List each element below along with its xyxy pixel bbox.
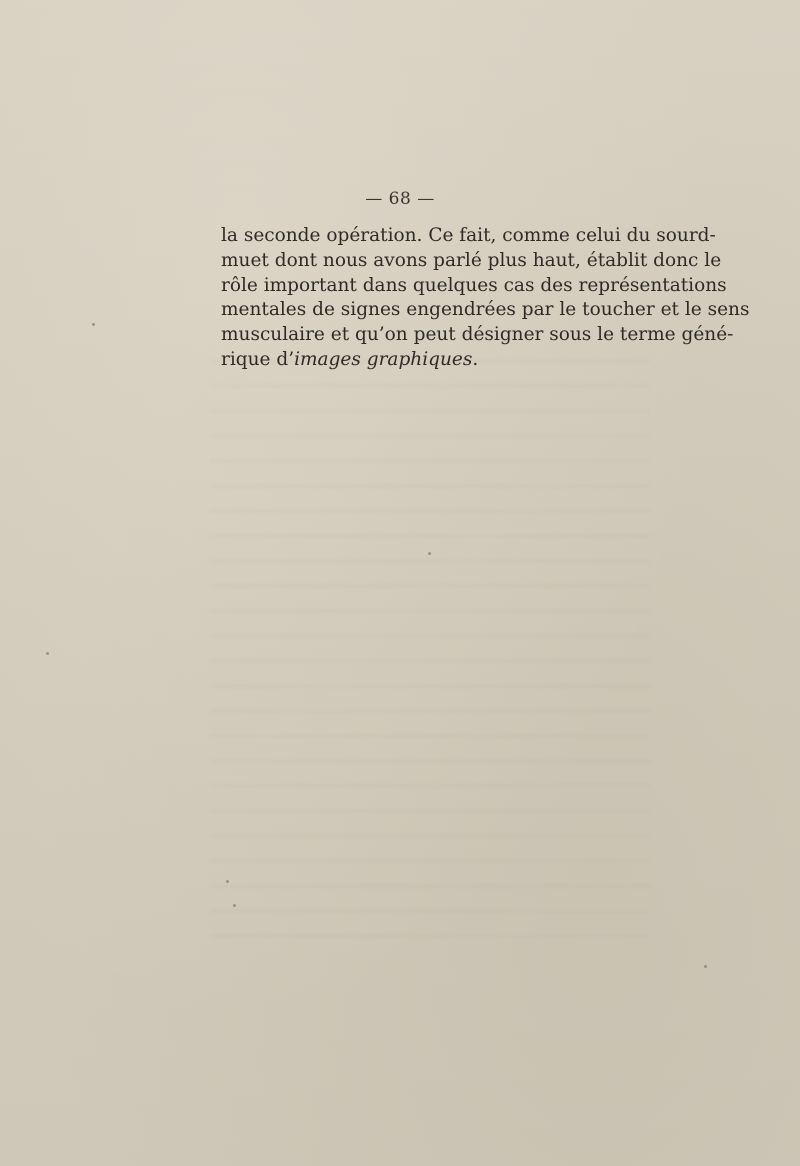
text-line: musculaire et qu’on peut désigner sous le terme géné- bbox=[221, 324, 734, 346]
page-number: — 68 — bbox=[365, 189, 435, 209]
text-fragment: . bbox=[472, 348, 479, 370]
text-line: muet dont nous avons parlé plus haut, établit donc le bbox=[221, 249, 722, 271]
paper-speck bbox=[428, 552, 431, 555]
text-line: rôle important dans quelques cas des représentations bbox=[221, 274, 727, 296]
text-fragment: rique d’ bbox=[221, 348, 295, 370]
paper-speck bbox=[704, 965, 707, 968]
paper-speck bbox=[233, 904, 236, 907]
text-line: la seconde opération. Ce fait, comme celui du sourd- bbox=[221, 225, 716, 246]
italic-term: images graphiques bbox=[294, 348, 473, 370]
paragraph bbox=[221, 224, 750, 373]
text-line-last bbox=[221, 348, 643, 373]
bleed-through-text bbox=[210, 360, 650, 940]
paper-speck bbox=[226, 880, 229, 883]
paper-speck bbox=[92, 323, 95, 326]
text-line: mentales de signes engendrées par le toucher et le sens bbox=[221, 299, 750, 321]
paper-speck bbox=[46, 652, 49, 655]
